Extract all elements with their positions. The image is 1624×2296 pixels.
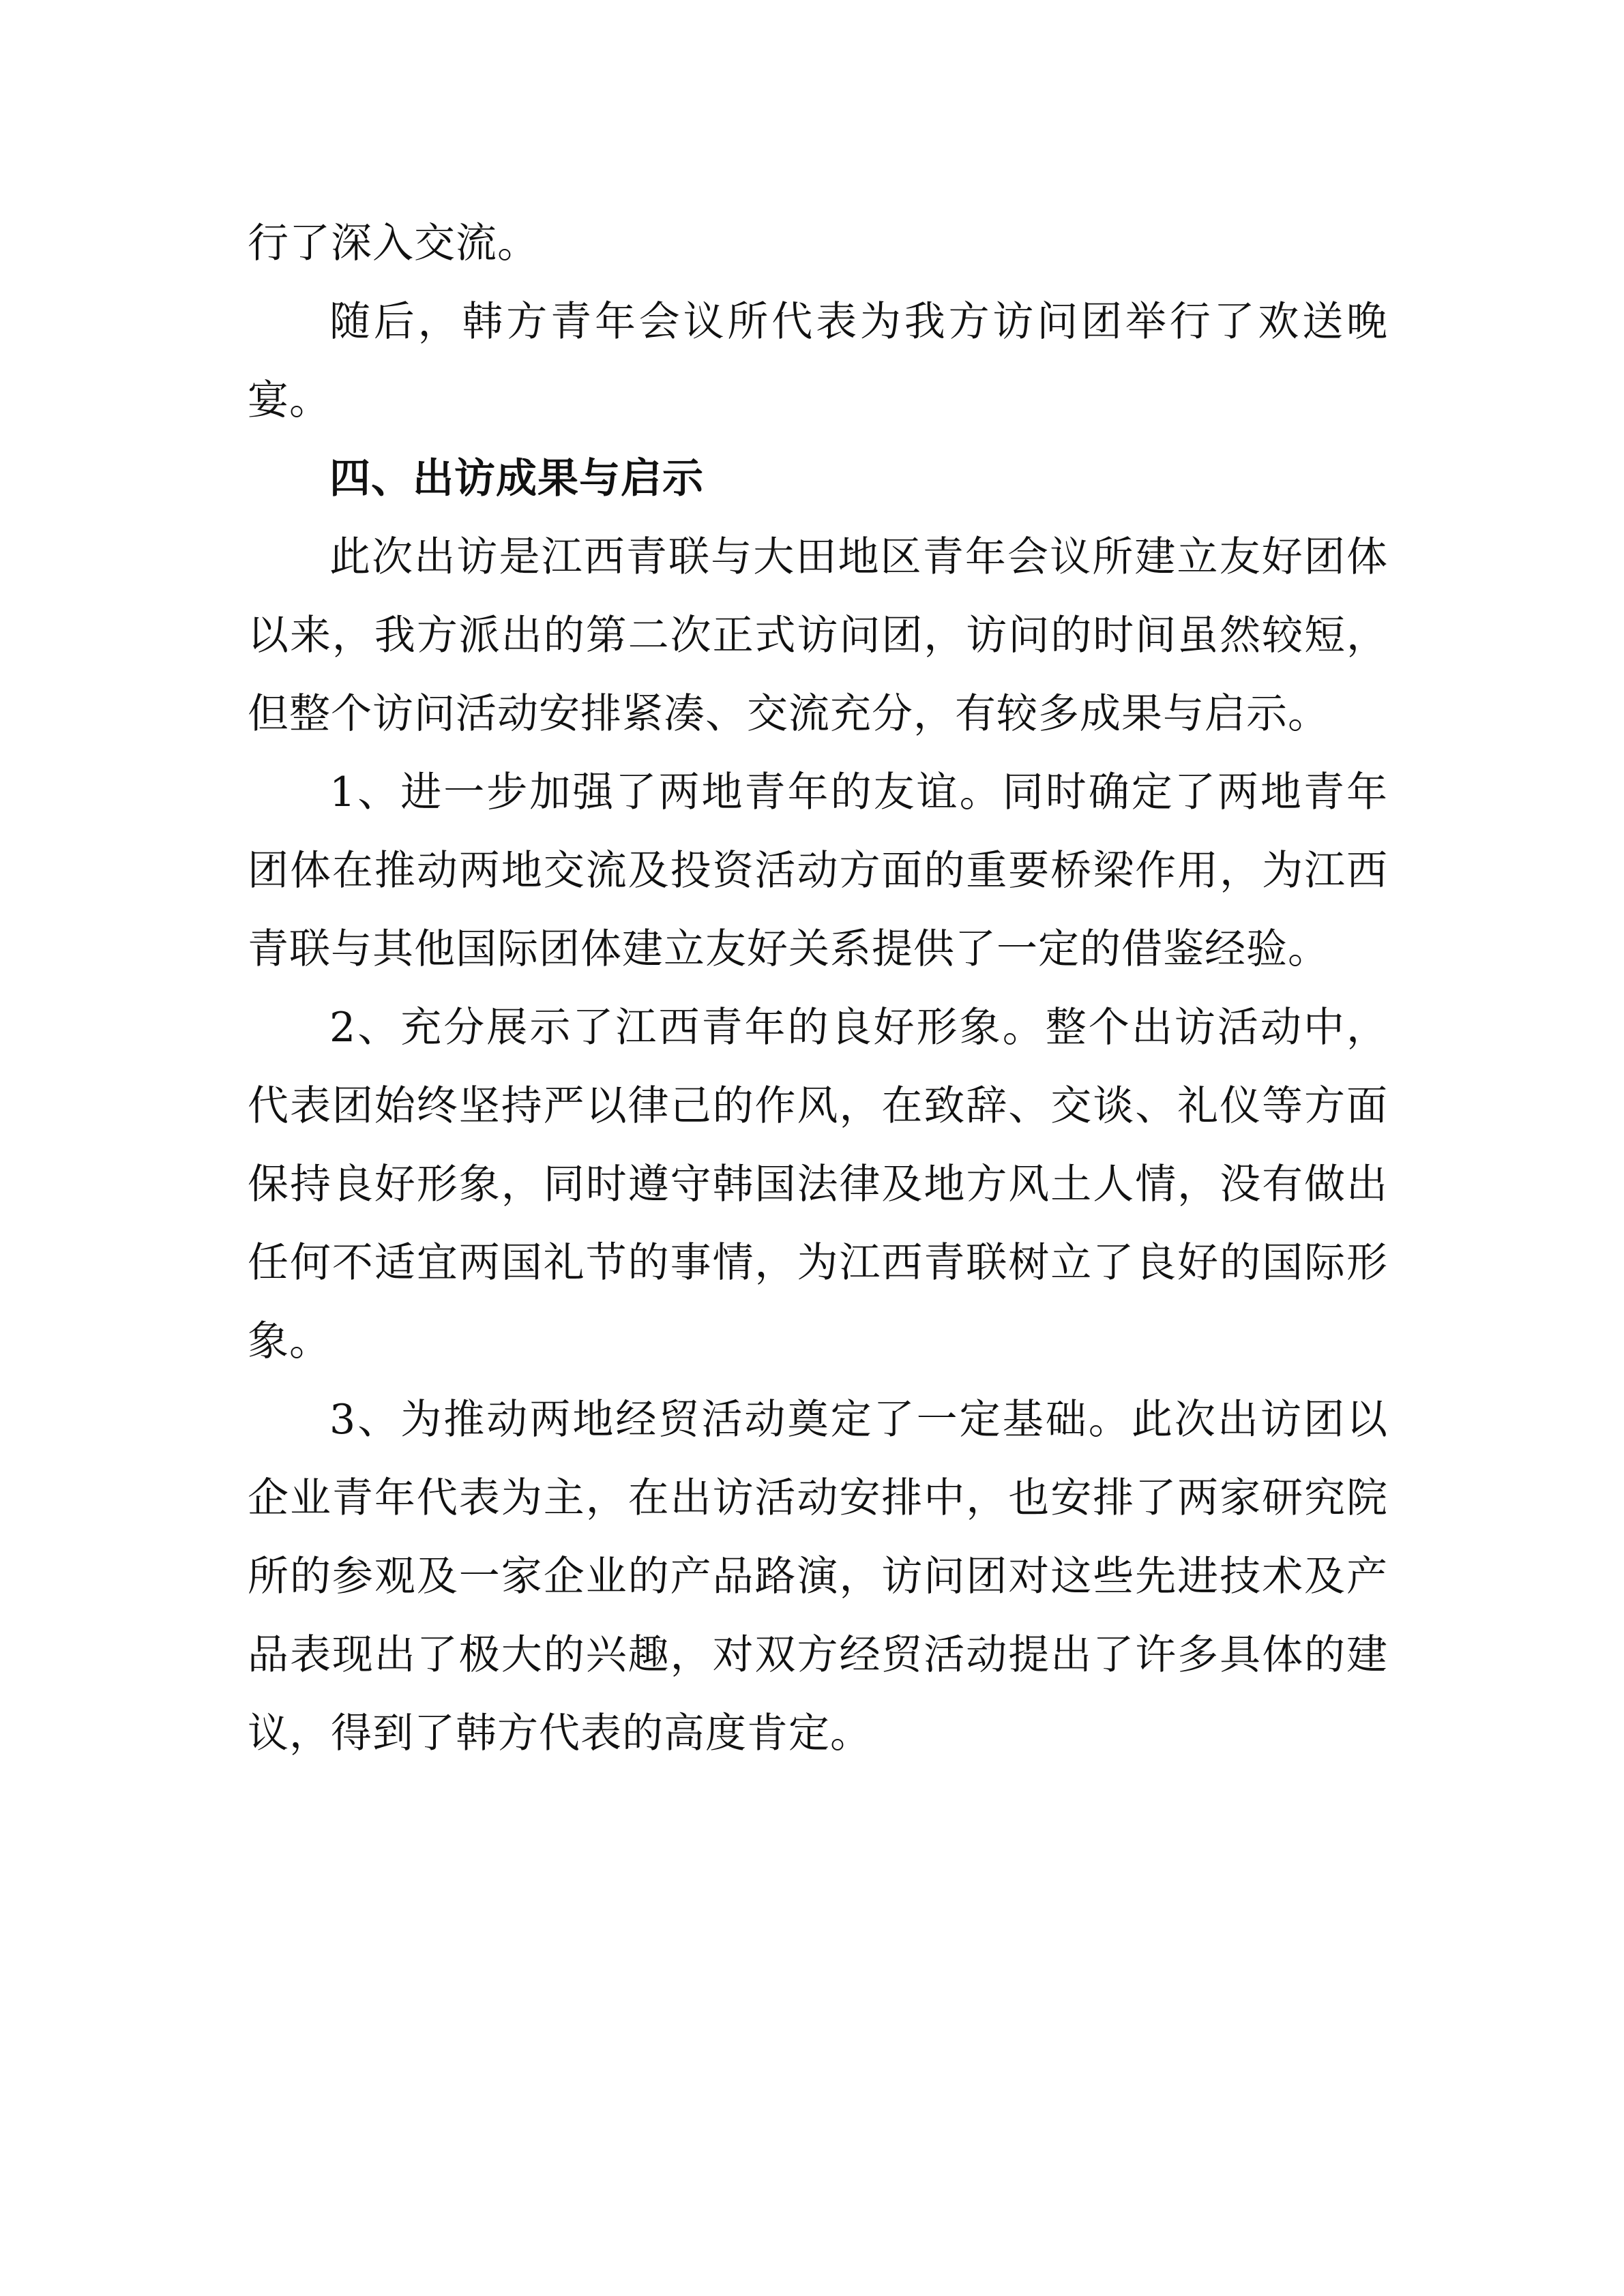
paragraph-continuation: 行了深入交流。 — [248, 220, 539, 267]
paragraph-point-2: 2、充分展示了江西青年的良好形象。整个出访活动中，代表团始终坚持严以律己的作风，在致辞、交谈、礼仪等方面保持良好形象，同时遵守韩国法律及地方风土人情，没有做出任何不适宜两国礼节的事情，为江西青联树立了良好的国际形象。 — [248, 1004, 1388, 1365]
section-heading: 四、出访成果与启示 — [329, 455, 704, 503]
paragraph-farewell-banquet: 随后，韩方青年会议所代表为我方访问团举行了欢送晚宴。 — [248, 298, 1388, 424]
paragraph-visit-summary: 此次出访是江西青联与大田地区青年会议所建立友好团体以来，我方派出的第二次正式访问团，访问的时间虽然较短，但整个访问活动安排紧凑、交流充分，有较多成果与启示。 — [248, 533, 1388, 738]
paragraph-point-3: 3、为推动两地经贸活动奠定了一定基础。此次出访团以企业青年代表为主，在出访活动安排中，也安排了两家研究院所的参观及一家企业的产品路演，访问团对这些先进技术及产品表现出了极大的兴趣，对双方经贸活动提出了许多具体的建议，得到了韩方代表的高度肯定。 — [248, 1396, 1388, 1757]
document-body — [248, 205, 1388, 1773]
paragraph-point-1: 1、进一步加强了两地青年的友谊。同时确定了两地青年团体在推动两地交流及投资活动方面的重要桥梁作用，为江西青联与其他国际团体建立友好关系提供了一定的借鉴经验。 — [248, 769, 1388, 973]
